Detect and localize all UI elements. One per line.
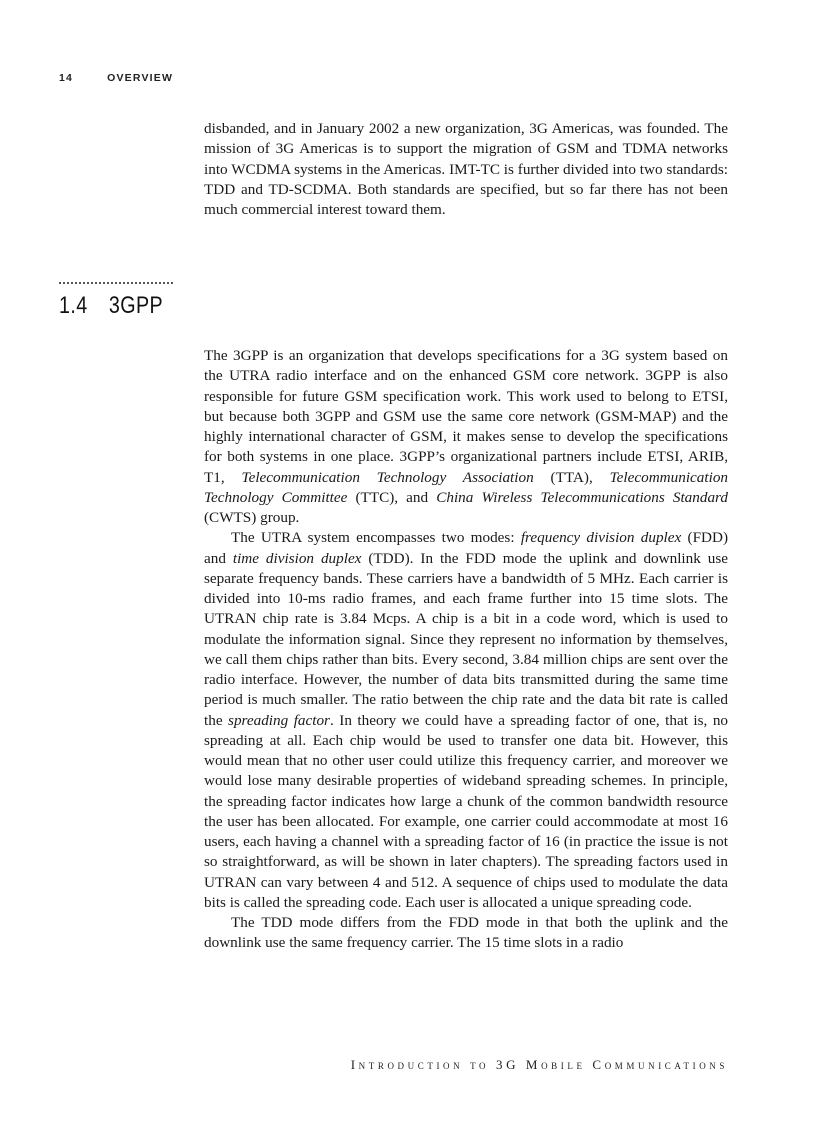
term-tta: Telecommunication Technology Association — [241, 468, 534, 486]
paragraph-organization — [204, 346, 728, 528]
continuation-block — [204, 119, 728, 220]
paragraph-tdd-mode: The TDD mode differs from the FDD mode in that both the uplink and the downlink use the same frequency carrier. The 15 time slots in a radio — [204, 914, 728, 952]
section-body — [204, 346, 728, 954]
chapter-label: OVERVIEW — [107, 72, 174, 84]
term-ttc: Telecommunication Technology Committee — [204, 468, 729, 506]
running-header — [59, 72, 173, 84]
text-run: (TTA), — [533, 468, 610, 486]
text-run: (CWTS) group. — [204, 509, 300, 526]
section-number: 1.4 — [59, 292, 88, 319]
text-run: (FDD) and — [204, 529, 729, 567]
term-fdd: frequency division duplex — [520, 529, 682, 547]
running-footer: Introduction to 3G Mobile Communications — [350, 1057, 728, 1072]
text-run: (TDD). In the FDD mode the uplink and downlink use separate frequency bands. These carriers have a bandwidth of 5 MHz. Each carrier is divided into 10-ms radio frames, and each frame further into 15 time slots. The UTRAN chip rate is 3.84 Mcps. A chip is a bit in a code word, which is used to modulate the information signal. Since they represent no information by themselves, we call them chips rather than bits. Every second, 3.84 million chips are sent over the radio interface. However, the number of data bits transmitted during the same time period is much smaller. The ratio between the chip rate and the data bit rate is called the — [204, 549, 728, 729]
section-heading — [59, 292, 163, 320]
section-title: 3GPP — [108, 292, 164, 319]
text-run: The UTRA system encompasses two modes: — [231, 529, 521, 547]
page-number: 14 — [59, 72, 74, 84]
text-run: . In theory we could have a spreading factor of one, that is, no spreading at all. Each chip would be used to transfer one data bit. However, this would mean that no other user could utilize this frequency carrier, and moreover we would lose many desirable properties of wideband spreading schemes. In principle, the spreading factor indicates how large a chunk of the common bandwidth resource the user has been allocated. For example, one carrier could accommodate at most 16 users, each having a channel with a spreading factor of 16 (in practice the issue is not so straightforward, as will be shown in later chapters). The spreading factors used in UTRAN can vary between 4 and 512. A sequence of chips used to modulate the data bits is called the spreading code. Each user is allocated a unique spreading code. — [204, 711, 729, 911]
paragraph-utra-modes — [204, 528, 728, 913]
text-run: The 3GPP is an organization that develops specifications for a 3G system based on the UTRA radio interface and on the enhanced GSM core network. 3GPP is also responsible for future GSM specification work. This work used to belong to ETSI, but because both 3GPP and GSM use the same core network (GSM-MAP) and the highly international character of GSM, it makes sense to develop the specifications for both systems in one place. 3GPP’s organizational partners include ETSI, ARIB, T1, — [204, 347, 728, 486]
continuation-paragraph: disbanded, and in January 2002 a new organization, 3G Americas, was founded. The mission of 3G Americas is to support the migration of GSM and TDMA networks into WCDMA systems in the Americas. IMT-TC is further divided into two standards: TDD and TD-SCDMA. Both standards are specified, but so far there has not been much commercial interest toward them. — [204, 120, 728, 218]
section-dotted-rule — [59, 282, 173, 284]
term-tdd: time division duplex — [232, 549, 362, 567]
term-cwts: China Wireless Telecommunications Standard — [436, 488, 728, 506]
term-spreading-factor: spreading factor — [228, 711, 330, 729]
text-run: (TTC), and — [347, 488, 437, 506]
